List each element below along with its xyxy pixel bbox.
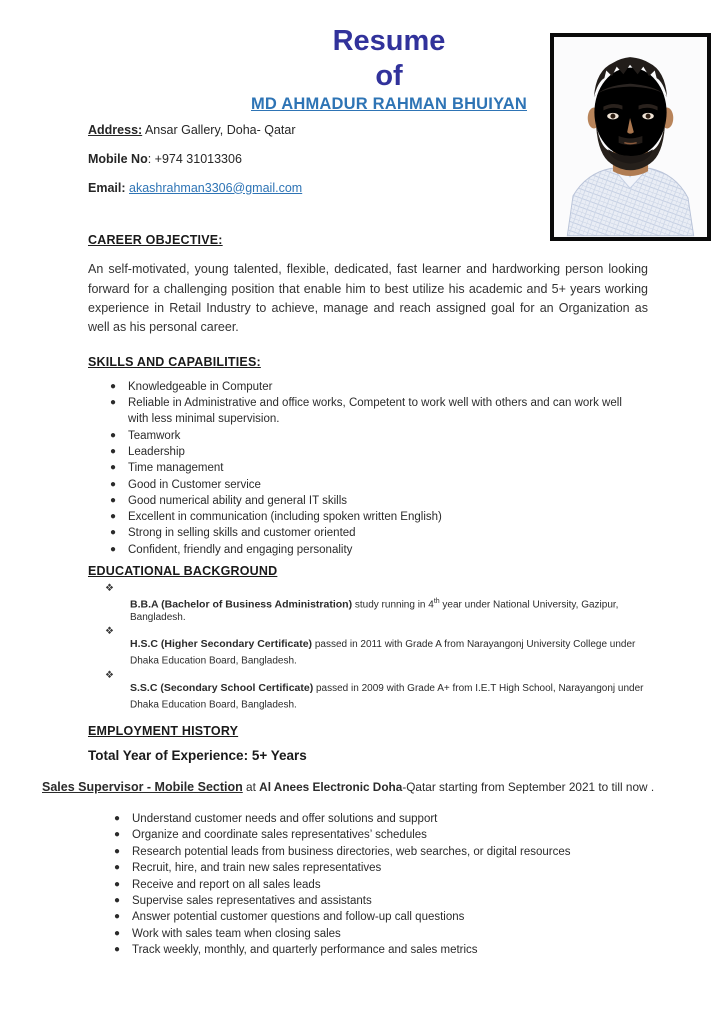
diamond-bullet-icon: ❖ bbox=[105, 626, 114, 638]
bullet-icon: ● bbox=[110, 478, 117, 490]
job-title: Sales Supervisor - Mobile Section bbox=[42, 780, 243, 795]
list-item: ● Understand customer needs and offer solutions and support bbox=[88, 811, 690, 827]
bullet-icon: ● bbox=[114, 911, 121, 923]
list-item: ● Work with sales team when closing sales bbox=[88, 926, 690, 942]
bullet-icon: ● bbox=[110, 511, 117, 523]
education-list bbox=[88, 583, 690, 711]
bullet-icon: ● bbox=[114, 829, 121, 841]
diamond-bullet-icon: ❖ bbox=[105, 583, 114, 595]
list-item: ● Time management bbox=[88, 460, 690, 476]
bullet-icon: ● bbox=[114, 895, 121, 907]
bullet-icon: ● bbox=[114, 944, 121, 956]
list-item: ● Good in Customer service bbox=[88, 477, 690, 493]
list-item: ● Strong in selling skills and customer oriented bbox=[88, 525, 690, 541]
bullet-icon: ● bbox=[110, 380, 117, 392]
skills-heading: SKILLS AND CAPABILITIES: bbox=[88, 354, 261, 369]
job-connector: at bbox=[242, 780, 260, 795]
bullet-icon: ● bbox=[114, 927, 121, 939]
degree-title: B.B.A (Bachelor of Business Administration) bbox=[130, 598, 353, 611]
list-item: ● Research potential leads from business directories, web searches, or digital resources bbox=[88, 844, 690, 860]
bullet-icon: ● bbox=[114, 862, 121, 874]
education-heading: EDUCATIONAL BACKGROUND bbox=[88, 564, 278, 579]
person-name: MD AHMADUR RAHMAN BHUIYAN bbox=[250, 94, 528, 113]
education-item: ❖ H.S.C (Higher Secondary Certificate) passed in 2011 with Grade A from Narayangonj University College under Dhaka Education Board, Bangladesh. bbox=[88, 626, 690, 667]
education-item: ❖ S.S.C (Secondary School Certificate) passed in 2009 with Grade A+ from I.E.T High School, Narayangonj under Dhaka Education Board, Bangladesh. bbox=[88, 670, 690, 711]
bullet-icon: ● bbox=[114, 878, 121, 890]
list-item: ● Recruit, hire, and train new sales representatives bbox=[88, 860, 690, 876]
email-label: Email: bbox=[88, 180, 126, 195]
profile-photo bbox=[550, 33, 711, 241]
list-item: ● Reliable in Administrative and office works, Competent to work well with others and can work well with less minimal supervision. bbox=[88, 395, 690, 428]
diamond-bullet-icon: ❖ bbox=[105, 669, 114, 681]
job-rest: -Qatar starting from September 2021 to till now . bbox=[402, 780, 655, 795]
total-experience: Total Year of Experience: 5+ Years bbox=[88, 748, 307, 764]
degree-title: H.S.C (Higher Secondary Certificate) bbox=[130, 638, 313, 651]
job-company: Al Anees Electronic Doha bbox=[259, 780, 403, 795]
bullet-icon: ● bbox=[110, 429, 117, 441]
bullet-icon: ● bbox=[110, 462, 117, 474]
career-objective-heading: CAREER OBJECTIVE: bbox=[88, 233, 223, 248]
bullet-icon: ● bbox=[110, 397, 117, 409]
mobile-label: Mobile No bbox=[88, 152, 148, 167]
bullet-icon: ● bbox=[110, 527, 117, 539]
job-line bbox=[42, 780, 690, 794]
skills-list bbox=[88, 379, 690, 558]
bullet-icon: ● bbox=[110, 445, 117, 457]
list-item: ● Leadership bbox=[88, 444, 690, 460]
degree-title: S.S.C (Secondary School Certificate) bbox=[130, 681, 314, 694]
list-item: ● Answer potential customer questions and follow-up call questions bbox=[88, 909, 690, 925]
list-item: ● Knowledgeable in Computer bbox=[88, 379, 690, 395]
list-item: ● Organize and coordinate sales representatives’ schedules bbox=[88, 827, 690, 843]
education-item: ❖ B.B.A (Bachelor of Business Administration) study running in 4th year under National University, Gazipur, Bangladesh. bbox=[88, 583, 690, 624]
resume-title-line2: of bbox=[375, 59, 403, 92]
list-item: ● Good numerical ability and general IT skills bbox=[88, 493, 690, 509]
mobile-value: : +974 31013306 bbox=[147, 152, 242, 167]
bullet-icon: ● bbox=[110, 543, 117, 555]
address-label: Address: bbox=[88, 123, 143, 138]
list-item: ● Receive and report on all sales leads bbox=[88, 877, 690, 893]
profile-photo-illustration bbox=[554, 37, 707, 237]
list-item: ● Track weekly, monthly, and quarterly performance and sales metrics bbox=[88, 942, 690, 958]
list-item: ● Confident, friendly and engaging personality bbox=[88, 542, 690, 558]
bullet-icon: ● bbox=[114, 813, 121, 825]
duties-list bbox=[88, 811, 690, 959]
list-item: ● Teamwork bbox=[88, 428, 690, 444]
career-objective-text: An self-motivated, young talented, flexible, dedicated, fast learner and hardworking person looking forward for a challenging position that enable him to best utilize his academic and 5+ years working experience in Retail Industry to achieve, manage and reach assigned goal for an Organization as well as his personal career. bbox=[88, 262, 648, 335]
bullet-icon: ● bbox=[114, 845, 121, 857]
list-item: ● Supervise sales representatives and assistants bbox=[88, 893, 690, 909]
resume-title-line1: Resume bbox=[332, 25, 446, 57]
address-value: Ansar Gallery, Doha- Qatar bbox=[142, 123, 296, 138]
email-link[interactable]: akashrahman3306@gmail.com bbox=[129, 180, 303, 195]
list-item: ● Excellent in communication (including spoken written English) bbox=[88, 509, 690, 525]
bullet-icon: ● bbox=[110, 494, 117, 506]
employment-heading: EMPLOYMENT HISTORY bbox=[88, 724, 239, 739]
